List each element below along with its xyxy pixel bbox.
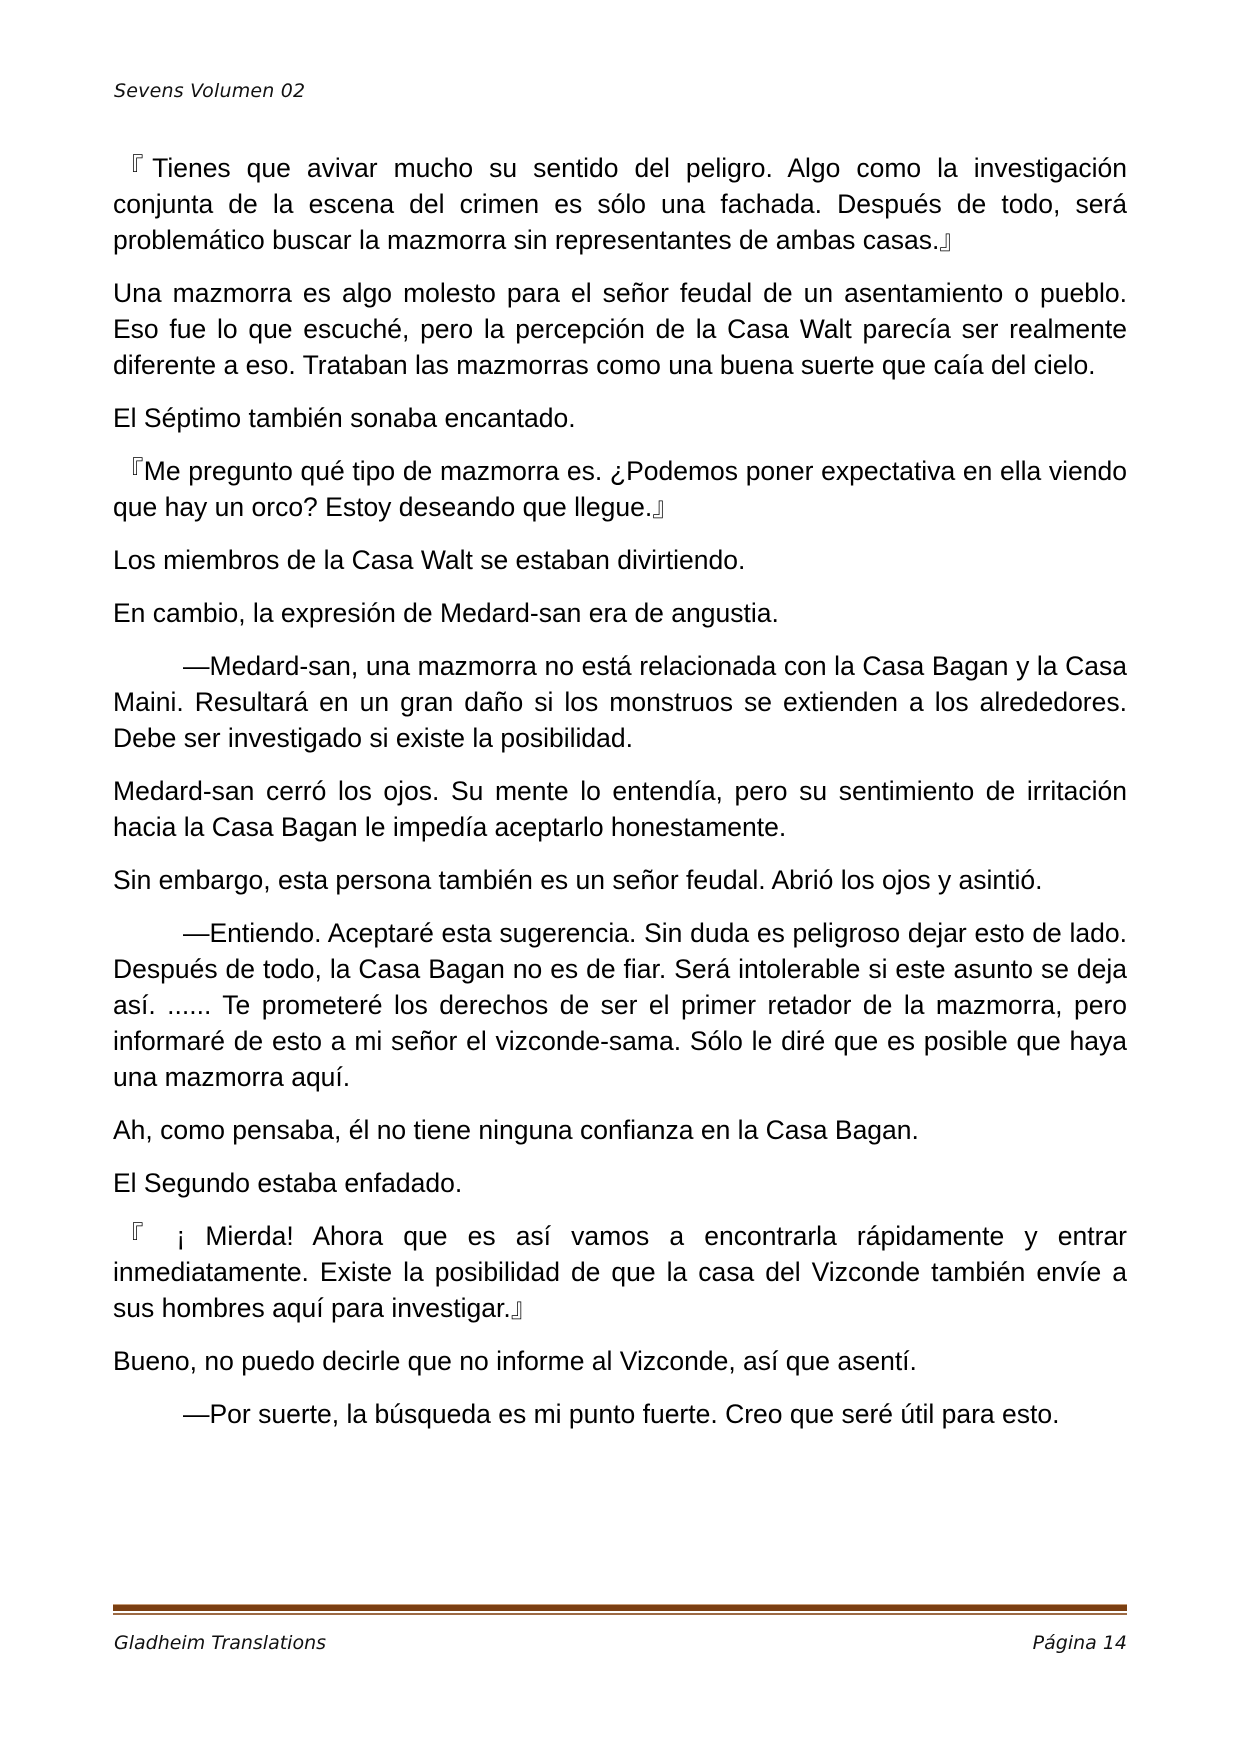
paragraph-text: —Medard-san, una mazmorra no está relacionada con la Casa Bagan y la Casa Maini. Resultará en un gran daño si los monstruos se extienden a los alrededores. Debe ser investigado si existe la posibilidad. xyxy=(113,651,1127,753)
paragraph-text: —Entiendo. Aceptaré esta sugerencia. Sin duda es peligroso dejar esto de lado. Después de todo, la Casa Bagan no es de fiar. Será intolerable si este asunto se deja así. ...... Te prometeré los derechos de ser el primer retador de la mazmorra, pero informaré de esto a mi señor el vizconde-sama. Sólo le diré que es posible que haya una mazmorra aquí. xyxy=(113,918,1127,1092)
paragraph-text: Ah, como pensaba, él no tiene ninguna confianza en la Casa Bagan. xyxy=(113,1115,919,1145)
paragraph-text: En cambio, la expresión de Medard-san era de angustia. xyxy=(113,598,779,628)
paragraph-text: El Segundo estaba enfadado. xyxy=(113,1168,463,1198)
paragraph-text: Los miembros de la Casa Walt se estaban divirtiendo. xyxy=(113,545,746,575)
narration-paragraph xyxy=(113,773,1127,845)
narration-paragraph xyxy=(113,275,1127,383)
dialogue-paragraph xyxy=(113,150,1127,258)
footer-translator-credit: Gladheim Translations xyxy=(114,1632,327,1654)
paragraph-text: 『 ¡ Mierda! Ahora que es así vamos a encontrarla rápidamente y entrar inmediatamente. Existe la posibilidad de que la casa del Vizconde también envíe a sus hombres aquí para investigar.』 xyxy=(113,1221,1127,1323)
footer-divider-thin xyxy=(113,1613,1127,1615)
narration-paragraph xyxy=(113,1165,1127,1201)
paragraph-text: 『Tienes que avivar mucho su sentido del peligro. Algo como la investigación conjunta de la escena del crimen es sólo una fachada. Después de todo, será problemático buscar la mazmorra sin representantes de ambas casas.』 xyxy=(113,153,1127,255)
paragraph-text: Una mazmorra es algo molesto para el señor feudal de un asentamiento o pueblo. Eso fue lo que escuché, pero la percepción de la Casa Walt parecía ser realmente diferente a eso. Trataban las mazmorras como una buena suerte que caía del cielo. xyxy=(113,278,1127,380)
speech-paragraph xyxy=(113,1396,1127,1432)
paragraph-text: Medard-san cerró los ojos. Su mente lo entendía, pero su sentimiento de irritación hacia la Casa Bagan le impedía aceptarlo honestamente. xyxy=(113,776,1127,842)
paragraph-text: El Séptimo también sonaba encantado. xyxy=(113,403,576,433)
narration-paragraph xyxy=(113,1112,1127,1148)
speech-paragraph xyxy=(113,915,1127,1095)
paragraph-text: —Por suerte, la búsqueda es mi punto fuerte. Creo que seré útil para esto. xyxy=(183,1399,1060,1429)
narration-paragraph xyxy=(113,595,1127,631)
dialogue-paragraph xyxy=(113,453,1127,525)
narration-paragraph xyxy=(113,542,1127,578)
narration-paragraph xyxy=(113,862,1127,898)
footer-page-number: Página 14 xyxy=(1032,1632,1127,1654)
paragraph-text: Sin embargo, esta persona también es un señor feudal. Abrió los ojos y asintió. xyxy=(113,865,1043,895)
footer-divider xyxy=(113,1604,1127,1616)
narration-paragraph xyxy=(113,400,1127,436)
speech-paragraph xyxy=(113,648,1127,756)
paragraph-text: 『Me pregunto qué tipo de mazmorra es. ¿Podemos poner expectativa en ella viendo que hay un orco? Estoy deseando que llegue.』 xyxy=(113,456,1127,522)
footer-divider-thick xyxy=(113,1604,1127,1611)
narration-paragraph xyxy=(113,1343,1127,1379)
body-text xyxy=(113,150,1127,1449)
dialogue-paragraph xyxy=(113,1218,1127,1326)
running-header-title: Sevens Volumen 02 xyxy=(114,80,306,102)
paragraph-text: Bueno, no puedo decirle que no informe al Vizconde, así que asentí. xyxy=(113,1346,917,1376)
